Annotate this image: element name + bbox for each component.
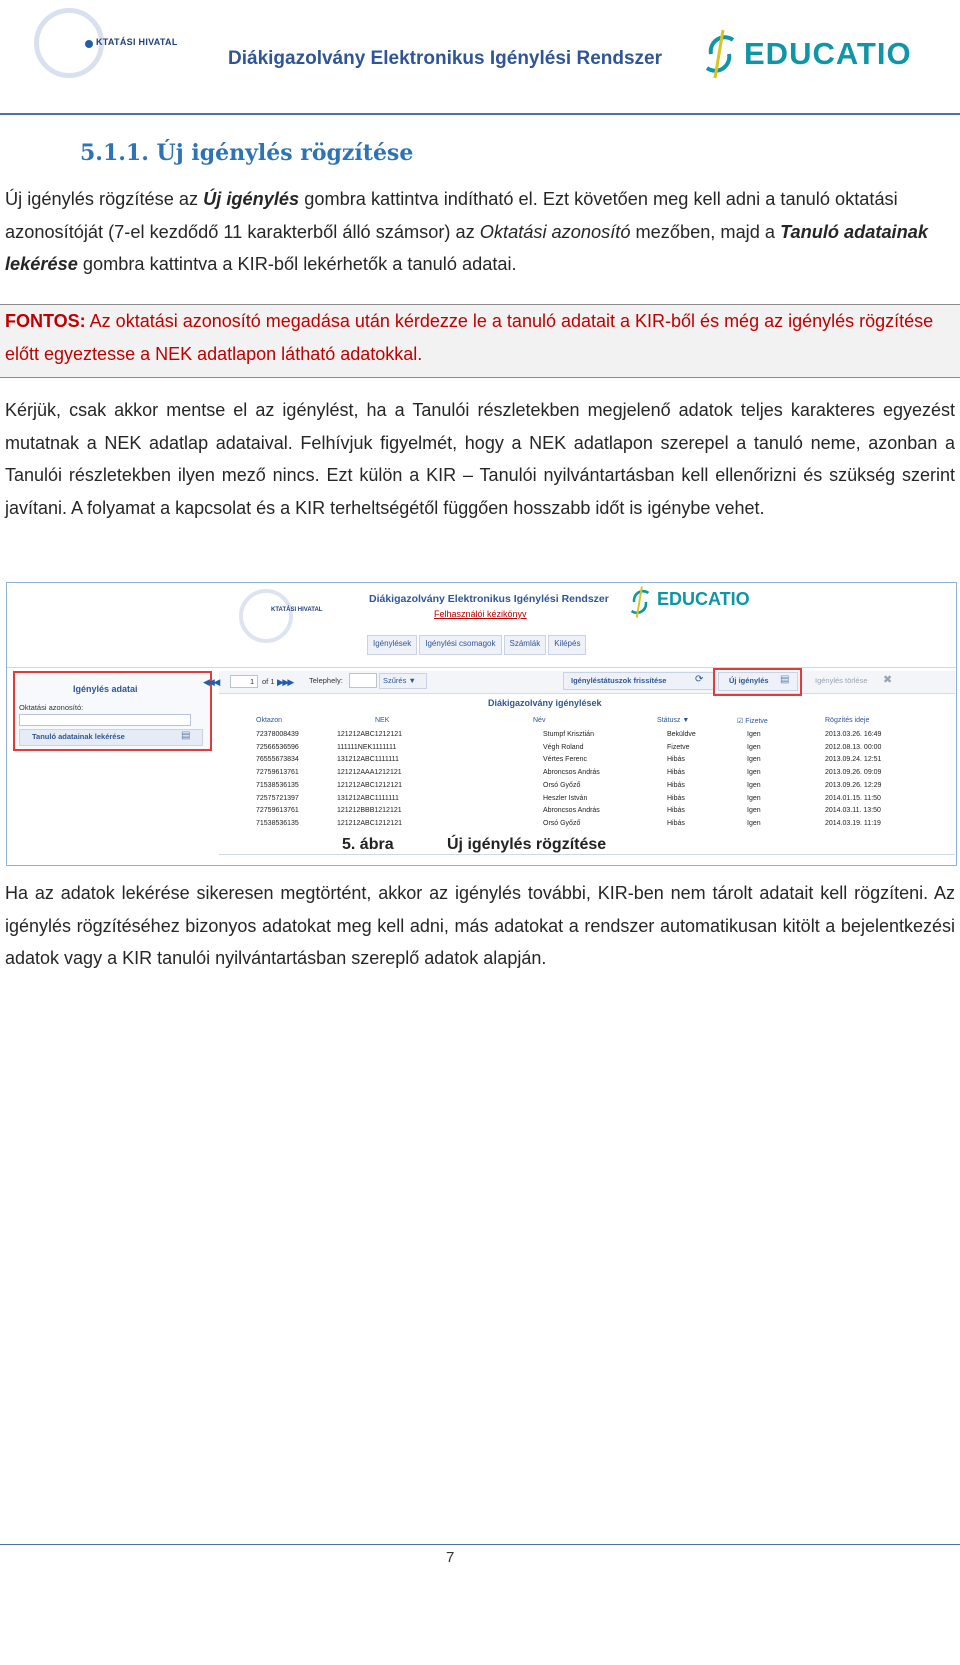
figure-nav: [367, 635, 586, 655]
col-nev[interactable]: Név: [533, 717, 546, 724]
table-cell: 71538536135: [256, 819, 299, 827]
table-cell: Igen: [747, 769, 761, 777]
table-row[interactable]: [219, 794, 955, 806]
table-cell: 72566536596: [256, 743, 299, 751]
grid-title: Diákigazolvány igénylések: [488, 698, 602, 708]
col-oktazon[interactable]: Oktazon: [256, 717, 283, 724]
table-cell: Hibás: [667, 781, 685, 789]
table-cell: Abroncsos András: [543, 769, 600, 777]
figure-logo-text: EDUCATIO: [657, 589, 750, 609]
table-cell: Igen: [747, 807, 761, 815]
filter-label: Szűrés ▼: [383, 676, 416, 685]
table-cell: 2013.03.26. 16:49: [825, 731, 882, 738]
table-row[interactable]: [219, 768, 955, 780]
table-cell: Végh Roland: [543, 743, 584, 751]
table-cell: 121212ABC1212121: [337, 819, 403, 827]
header-title: Diákigazolvány Elektronikus Igénylési Rendszer: [228, 48, 662, 69]
col-nek[interactable]: NEK: [375, 717, 390, 724]
table-cell: 2014.03.19. 11:19: [825, 819, 881, 827]
figure-divider: [7, 667, 957, 668]
table-cell: Fizetve: [667, 743, 690, 751]
table-cell: 76555673834: [256, 756, 299, 764]
oktatasi-azonosito-input[interactable]: [19, 714, 191, 726]
table-cell: 131212ABC1111111: [337, 756, 399, 764]
table-cell: Orsó Győző: [543, 819, 581, 827]
educatio-logo-icon: [703, 28, 737, 80]
table-cell: Hibás: [667, 794, 685, 802]
nav-igenylesek[interactable]: Igénylések: [367, 635, 417, 655]
table-row[interactable]: [219, 743, 955, 755]
filter-icon: ▼: [408, 676, 416, 685]
table-cell: Igen: [747, 743, 761, 751]
table-cell: 121212ABC1212121: [337, 731, 403, 738]
figure-app-title: Diákigazolvány Elektronikus Igénylési Rendszer: [369, 593, 609, 605]
table-cell: Igen: [747, 781, 761, 789]
pager-page: 1: [250, 677, 255, 686]
pager-prev-icon[interactable]: ◀◀ ◀: [203, 677, 219, 687]
figure-educatio-logo-icon: [629, 585, 651, 619]
col-statusz[interactable]: Státusz ▼: [657, 717, 690, 724]
warning-paragraph: Kérjük, csak akkor mentse el az igénylést, ha a Tanulói részletekben megjelenő adatok teljes karakteres egyezést mutatnak a NEK adatlap adataival. Felhívjuk figyelmét, hogy a NEK adatlapon szerepel a tanuló neme, azonban a Tanulói részletekben ilyen mező nincs. Ezt külön a KIR – Tanulói nyilvántartásban kell ellenőrizni és szükség szerint javítani. A folyamat a kapcsolat és a KIR terheltségétől függően hosszabb időt is igénybe vehet.: [5, 400, 955, 518]
table-cell: Hibás: [667, 819, 685, 827]
table-cell: Hibás: [667, 756, 685, 764]
oktatasi-azonosito-label: Oktatási azonosító:: [19, 703, 84, 712]
pager-of: of 1: [262, 677, 275, 686]
table-row[interactable]: [219, 730, 955, 742]
table-cell: Hibás: [667, 769, 685, 777]
nav-szamlak[interactable]: Számlák: [504, 635, 547, 655]
header-logo-ring: [34, 8, 104, 78]
table-cell: 121212BBB1212121: [337, 807, 402, 815]
table-cell: 2012.08.13. 00:00: [825, 743, 882, 751]
table-cell: 111111NEK1111111: [337, 743, 397, 751]
refresh-status-label: Igényléstátuszok frissítése: [571, 676, 667, 685]
page-number: 7: [446, 1549, 455, 1566]
new-request-label: Új igénylés: [729, 676, 769, 685]
table-cell: 2013.09.24. 12:51: [825, 756, 882, 764]
new-document-icon: ▤: [780, 674, 790, 685]
table-cell: 72759613761: [256, 769, 299, 777]
table-cell: Igen: [747, 794, 761, 802]
table-cell: 72759613761: [256, 807, 299, 815]
col-fizetve[interactable]: ☑ Fizetve: [737, 718, 768, 725]
table-cell: 131212ABC1111111: [337, 794, 399, 802]
request-details-panel: [13, 671, 212, 751]
figure-org-name: KTATÁSI HIVATAL: [271, 607, 323, 613]
table-cell: 121212AAA1212121: [337, 769, 402, 777]
col-rogzites-ideje[interactable]: Rögzítés ideje: [825, 717, 870, 724]
footer-divider: [0, 1544, 960, 1545]
table-cell: 72378008439: [256, 731, 299, 738]
table-row[interactable]: [219, 806, 955, 818]
grid-bottom-rule: [219, 854, 955, 855]
panel-title: Igénylés adatai: [73, 684, 138, 694]
nav-igenylesi-csomagok[interactable]: Igénylési csomagok: [419, 635, 501, 655]
delete-icon[interactable]: ✖: [883, 674, 893, 686]
header-logo-dot: [85, 40, 93, 48]
intro-paragraph: Új igénylés rögzítése az Új igénylés gombra kattintva indítható el. Ezt követően meg kell adni a tanuló oktatási azonosítóját (7-el kezdődő 11 karakterből álló számsor) az Oktatási azonosító mezőben, majd a Tanuló adatainak lekérése gombra kattintva a KIR-ből lekérhetők a tanuló adatai.: [5, 189, 928, 274]
section-title: 5.1.1. Új igénylés rögzítése: [80, 140, 414, 166]
table-row[interactable]: [219, 819, 955, 831]
table-cell: Igen: [747, 756, 761, 764]
figure-logo-ring: [239, 589, 293, 643]
table-cell: Igen: [747, 731, 761, 738]
table-cell: 72575721397: [256, 794, 299, 802]
table-row[interactable]: [219, 755, 955, 767]
table-cell: 2013.09.26. 09:09: [825, 769, 882, 777]
table-cell: 2013.09.26. 12:29: [825, 781, 882, 789]
header-org-name: KTATÁSI HIVATAL: [96, 37, 178, 47]
delete-request-label[interactable]: Igénylés törlése: [815, 676, 868, 685]
telephely-label: Telephely:: [309, 676, 343, 685]
nav-kilepes[interactable]: Kilépés: [548, 635, 586, 655]
table-cell: Stumpf Krisztián: [543, 731, 594, 738]
filter-icon: ☑: [737, 718, 744, 725]
filter-icon: ▼: [682, 717, 690, 724]
table-cell: Orsó Győző: [543, 781, 581, 789]
pager-next-icon[interactable]: ▶ ▶▶: [277, 677, 293, 687]
table-cell: 2014.03.11. 13:50: [825, 807, 881, 815]
table-cell: Hibás: [667, 807, 685, 815]
figure-caption-title: Új igénylés rögzítése: [447, 836, 607, 853]
followup-paragraph: Ha az adatok lekérése sikeresen megtörtént, akkor az igénylés további, KIR-ben nem tárolt adatait kell rögzíteni. Az igénylés rögzítéséhez bizonyos adatokat meg kell adni, más adatokat a rendszer automatikusan kitölt a bejelentkezési adatok vagy a KIR tanulói nyilvántartásban szereplő adatok alapján.: [5, 883, 955, 968]
header-divider: [0, 113, 960, 115]
manual-link[interactable]: Felhasználói kézikönyv: [434, 609, 527, 619]
telephely-select[interactable]: [349, 673, 377, 688]
table-cell: Abroncsos András: [543, 807, 600, 815]
table-cell: Beküldve: [667, 731, 696, 738]
fetch-student-data-label: Tanuló adatainak lekérése: [32, 732, 125, 741]
grid-header: [219, 717, 955, 728]
figure-screenshot: [6, 582, 957, 866]
refresh-icon: ⟳: [695, 674, 704, 685]
new-request-highlight: [713, 668, 802, 696]
table-row[interactable]: [219, 781, 955, 793]
important-note: FONTOS: Az oktatási azonosító megadása után kérdezze le a tanuló adatait a KIR-ből és még az igénylés rögzítése előtt egyeztesse a NEK adatlapon látható adatokkal.: [5, 311, 934, 364]
table-cell: 121212ABC1212121: [337, 781, 403, 789]
figure-caption-number: 5. ábra: [342, 836, 394, 853]
header-logo-text: EDUCATIO: [744, 36, 912, 71]
document-icon: ▤: [181, 730, 191, 741]
table-cell: Vértes Ferenc: [543, 756, 587, 764]
table-cell: Heszler István: [543, 794, 588, 802]
table-cell: 2014.01.15. 11:50: [825, 794, 881, 802]
table-cell: 71538536135: [256, 781, 299, 789]
table-cell: Igen: [747, 819, 761, 827]
